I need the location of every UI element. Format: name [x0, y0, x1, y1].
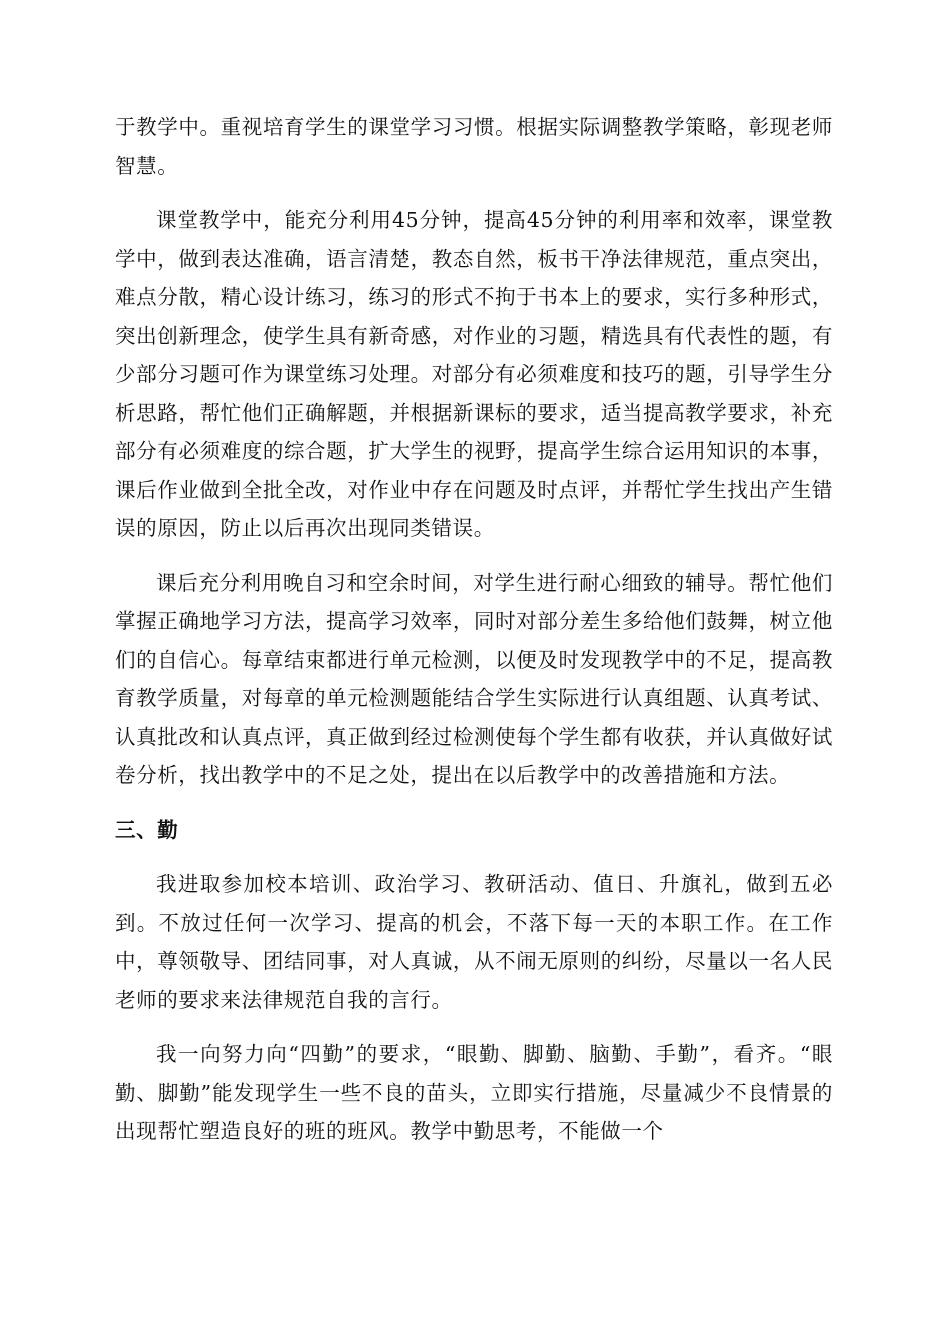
paragraph-four-diligences: 我一向努力向“四勤”的要求，“眼勤、脚勤、脑勤、手勤”，看齐。“眼勤、脚勤”能发现学生一些不良的苗头，立即实行措施，尽量减少不良情景的出现帮忙塑造良好的班的班风。教学中勤思考，不能做一个 [115, 1042, 833, 1143]
section-heading-diligence: 三、勤 [115, 817, 179, 842]
paragraph-after-class: 课后充分利用晚自习和空余时间，对学生进行耐心细致的辅导。帮忙他们掌握正确地学习方法，提高学习效率，同时对部分差生多给他们鼓舞，树立他们的自信心。每章结束都进行单元检测，以便及时发现教学中的不足，提高教育教学质量，对每章的单元检测题能结合学生实际进行认真组题、认真考试、认真批改和认真点评，真正做到经过检测使每个学生都有收获，并认真做好试卷分析，找出教学中的不足之处，提出在以后教学中的改善措施和方法。 [115, 570, 833, 787]
document-page [115, 108, 833, 1167]
paragraph-participation: 我进取参加校本培训、政治学习、教研活动、值日、升旗礼，做到五必到。不放过任何一次学习、提高的机会，不落下每一天的本职工作。在工作中，尊领敬导、团结同事，对人真诚，从不闹无原则的纠纷，尽量以一名人民老师的要求来法律规范自我的言行。 [115, 872, 833, 1012]
paragraph-classroom-teaching: 课堂教学中，能充分利用45分钟，提高45分钟的利用率和效率，课堂教学中，做到表达准确，语言清楚，教态自然，板书干净法律规范，重点突出，难点分散，精心设计练习，练习的形式不拘于书本上的要求，实行多种形式，突出创新理念，使学生具有新奇感，对作业的习题，精选具有代表性的题，有少部分习题可作为课堂练习处理。对部分有必须难度和技巧的题，引导学生分析思路，帮忙他们正确解题，并根据新课标的要求，适当提高教学要求，补充部分有必须难度的综合题，扩大学生的视野，提高学生综合运用知识的本事，课后作业做到全批全改，对作业中存在问题及时点评，并帮忙学生找出产生错误的原因，防止以后再次出现同类错误。 [115, 208, 834, 540]
paragraph-continuation: 于教学中。重视培育学生的课堂学习习惯。根据实际调整教学策略，彰现老师智慧。 [115, 115, 833, 178]
